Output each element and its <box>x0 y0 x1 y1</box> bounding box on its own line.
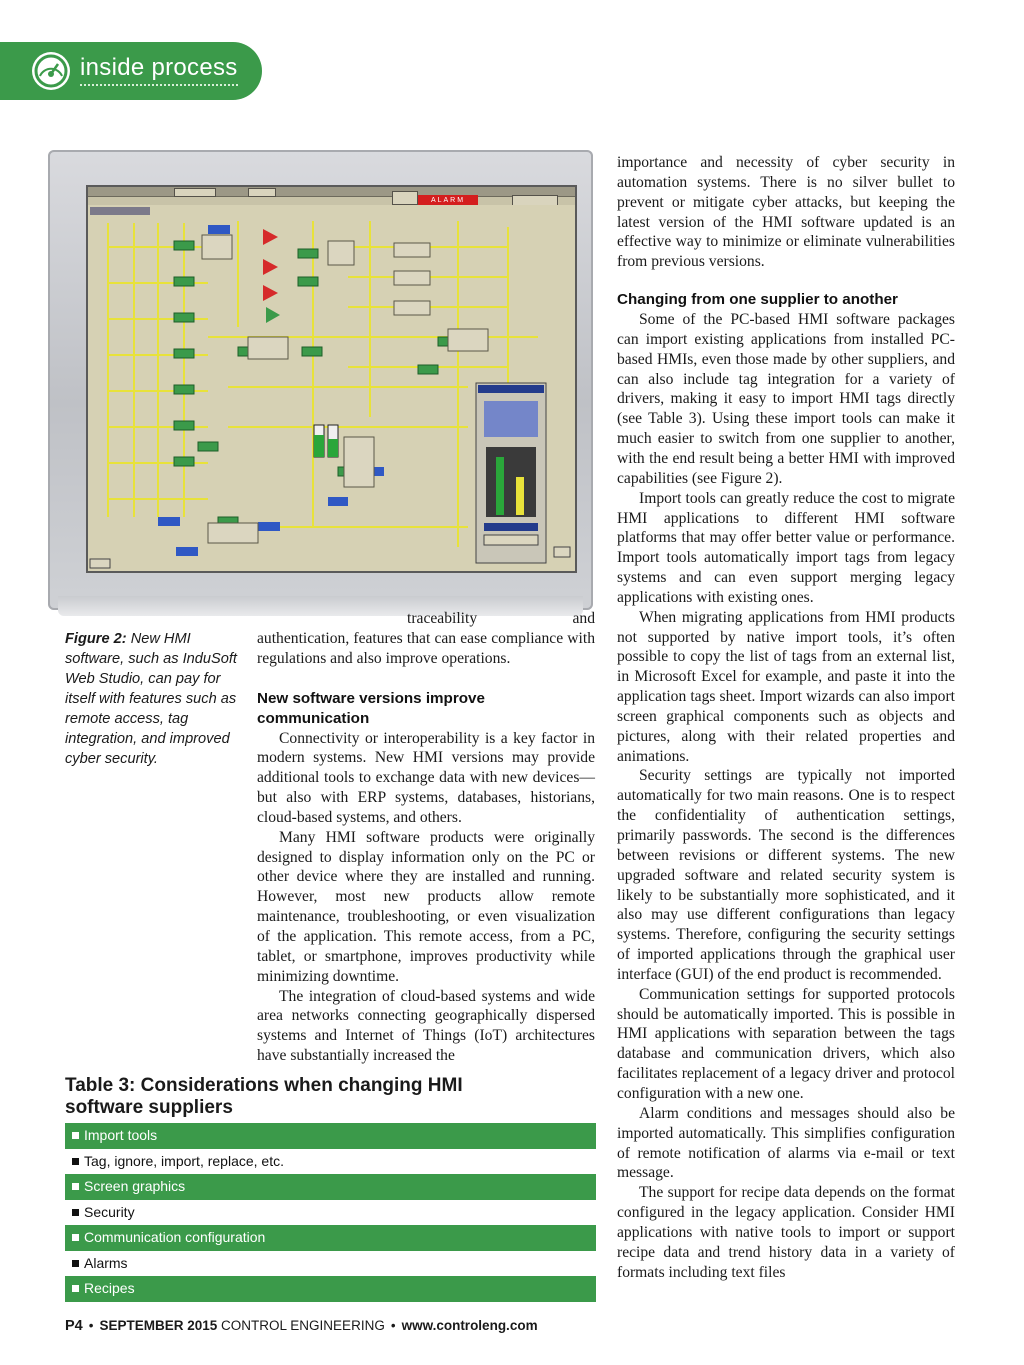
table-row <box>65 1276 596 1302</box>
page-footer <box>65 1318 538 1334</box>
bullet-square-icon <box>72 1260 79 1267</box>
table-row <box>65 1174 596 1200</box>
figure-caption-label: Figure 2: <box>65 631 127 647</box>
section-divider <box>80 84 238 86</box>
article-column-middle <box>257 609 595 1066</box>
paragraph: Connectivity or interoperability is a key factor in modern systems. New HMI versions may provide additional tools to exchange data with new devices—but also with ERP systems, databases, historians, cloud-based systems, and others. <box>257 729 595 826</box>
figure-caption <box>65 629 243 769</box>
figure-caption-text: New HMI software, such as InduSoft Web Studio, can pay for itself with features such as remote access, tag integration, and improved cyber security. <box>65 631 237 767</box>
table-row-label: Security <box>84 1203 135 1220</box>
paragraph: Many HMI software products were originally designed to display information only on the PC or other device where they are installed and running. However, most new products allow remote maintenance, troubleshooting, or even visualization of the application. This remote access, from a PC, tablet, or smartphone, improves productivity while minimizing downtime. <box>257 828 595 985</box>
subheading-changing-supplier: Changing from one supplier to another <box>617 291 898 309</box>
paragraph: The support for recipe data depends on the format configured in the legacy application. Consider HMI applications with native tools to import or support recipe data and trend history data in a variety of formats including text files <box>617 1184 955 1281</box>
paragraph: The integration of cloud-based systems and wide area networks connecting geographically dispersed systems and Internet of Things (IoT) architectures have substantially increased the <box>257 987 595 1065</box>
gauge-logo-icon <box>32 52 70 90</box>
table-row <box>65 1200 596 1226</box>
table-title: Table 3: Considerations when changing HMI software suppliers <box>65 1075 463 1118</box>
section-title: inside process <box>80 54 238 81</box>
subheading-new-software: New software versions improve communication <box>257 689 485 727</box>
table-row-label: Tag, ignore, import, replace, etc. <box>84 1152 284 1169</box>
article-column-right <box>617 153 955 1282</box>
issue-date: SEPTEMBER 2015 <box>99 1318 218 1333</box>
paragraph: Communication settings for supported protocols should be automatically imported. This is possible in HMI applications with separation between the tags database and communication drivers, which also facilitates replacement of a legacy driver and protocol configuration with a new one. <box>617 985 955 1102</box>
paragraph: Import tools can greatly reduce the cost to migrate HMI applications to different HMI software platforms that may offer better value or performance. Import tools automatically import tags from legacy systems and can even support merging legacy applications with existing ones. <box>617 489 955 606</box>
bullet-square-icon <box>72 1183 79 1190</box>
bullet-square-icon <box>72 1209 79 1216</box>
footer-separator: • <box>390 1318 396 1333</box>
bullet-square-icon <box>72 1132 79 1139</box>
hmi-screen <box>86 185 577 573</box>
paragraph: traceability and authentication, features that can ease compliance with regulations and also improve operations. <box>257 610 595 667</box>
paragraph: Some of the PC-based HMI software packages can import existing applications from installed PC-based HMIs, even those made by other suppliers, and can also include tag integration for a variety of drivers, making it easy to import HMI tags directly (see Table 3). Using these import tools can make it much easier to switch from one supplier to another, with the end result being a better HMI with improved capabilities (see Figure 2). <box>617 311 955 487</box>
paragraph: Alarm conditions and messages should also be imported automatically. This simplifies configuration of remote notification of alarms via e-mail or text message. <box>617 1104 955 1182</box>
website-link[interactable]: www.controleng.com <box>401 1318 538 1333</box>
footer-separator: • <box>88 1318 94 1333</box>
paragraph: Security settings are typically not imported automatically for two main reasons. One is to respect the confidentiality of authentication settings, primarily passwords. The second is the differences between revisions or different systems. The new upgraded software and related security system is likely to be substantially more sophisticated, and it also may use different configurations than legacy systems. Therefore, configuring the security settings of imported applications through the graphical user interface (GUI) of the end product is recommended. <box>617 767 955 983</box>
paragraph: When migrating applications from HMI products not supported by native import tools, it’s often possible to copy the list of tags from an external list, in Microsoft Excel for example, and paste it into the application tags sheet. Import wizards can also import screen graphical components such as objects and pictures, along with their related properties and animations. <box>617 608 955 765</box>
table-row <box>65 1123 596 1149</box>
table-row-label: Alarms <box>84 1254 128 1271</box>
table-row <box>65 1251 596 1277</box>
table-row-label: Recipes <box>84 1280 135 1296</box>
table-row-label: Import tools <box>84 1127 158 1143</box>
table-row <box>65 1225 596 1251</box>
considerations-table <box>65 1123 596 1302</box>
hmi-process-diagram <box>88 187 575 571</box>
publication-name: CONTROL ENGINEERING <box>221 1318 385 1333</box>
table-row-label: Communication configuration <box>84 1229 266 1245</box>
table-row-label: Screen graphics <box>84 1178 186 1194</box>
bullet-square-icon <box>72 1158 79 1165</box>
table-row <box>65 1149 596 1175</box>
bullet-square-icon <box>72 1285 79 1292</box>
bullet-square-icon <box>72 1234 79 1241</box>
paragraph: importance and necessity of cyber security in automation systems. There is no silver bullet to prevent or mitigate cyber attacks, but keeping the latest version of the HMI software updated is an effective way to minimize or eliminate vulnerabilities from previous versions. <box>617 154 955 271</box>
page-number: P4 <box>65 1318 83 1334</box>
hmi-alarm-indicator: ALARM <box>418 195 478 207</box>
